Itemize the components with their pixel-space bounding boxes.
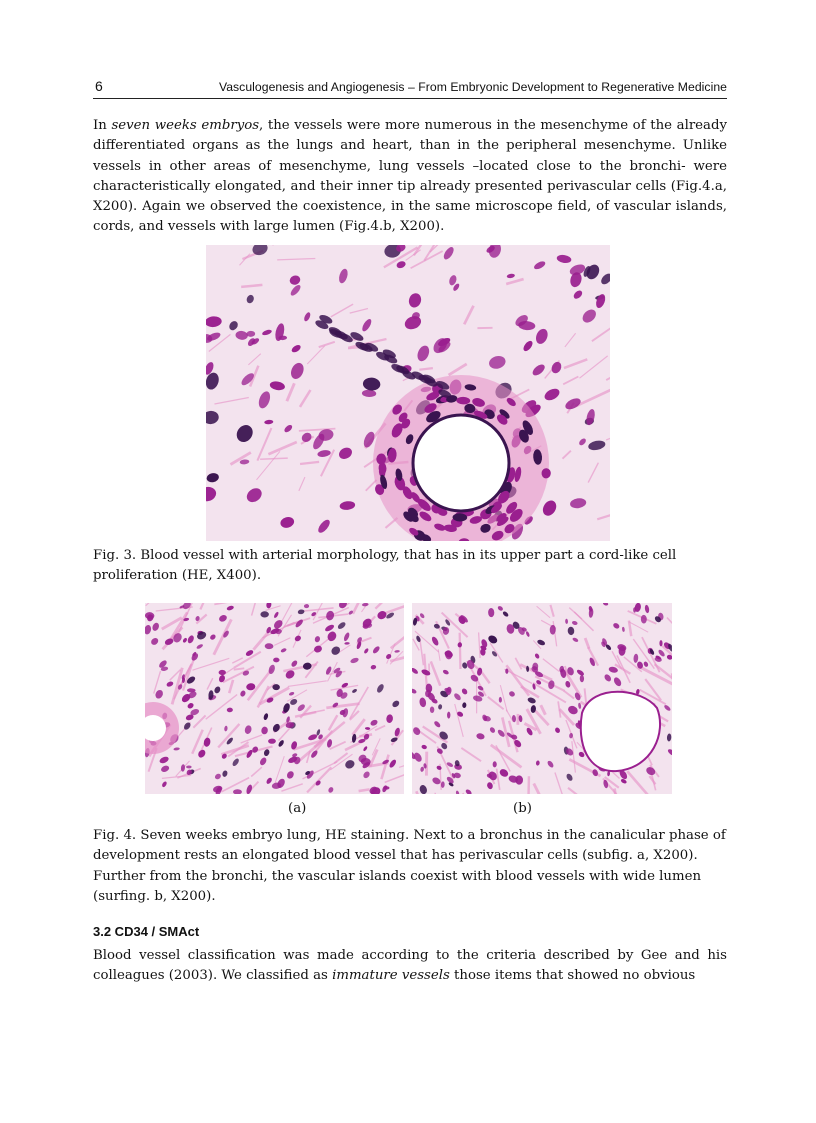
intro-emphasis: seven weeks embryos	[111, 118, 260, 133]
body-emphasis: immature vessels	[332, 968, 450, 984]
section-heading: 3.2 CD34 / SMAct	[93, 924, 200, 939]
subfigure-label-a: (a)	[288, 801, 307, 816]
figure-3-caption: Fig. 3. Blood vessel with arterial morphology, that has in its upper part a cord-like cell proliferation (HE, X400).	[93, 548, 677, 584]
body-text-1: Blood vessel classification was made according to the criteria described by Gee and his colleagues (2003). We classified as	[93, 948, 727, 984]
figure-4a-image	[145, 603, 404, 794]
body-text-2: those items that showed no obvious	[449, 968, 696, 984]
figure-4b-image	[412, 603, 672, 794]
figure-4a-micrograph	[145, 603, 404, 794]
running-header	[93, 78, 727, 99]
page-number: 6	[95, 78, 103, 94]
figure-3-image	[206, 245, 610, 541]
intro-prefix: In	[93, 118, 112, 133]
running-title: Vasculogenesis and Angiogenesis – From Embryonic Development to Regenerative Medicine	[218, 80, 727, 94]
intro-text: , the vessels were more numerous in the mesenchyme of the already differentiated organs as the lungs and heart, than in the peripheral mesenchyme. Unlike vessels in other areas of mesenchyme, lung vessels –located close to the bronchi- were characteristically elongated, and their inner tip already presented perivascular cells (Fig.4.a, X200). Again we observed the coexistence, in the same microscope field, of vascular islands, cords, and vessels with large lumen (Fig.4.b, X200).	[93, 118, 728, 235]
body-paragraph	[93, 946, 727, 987]
subfigure-label-b: (b)	[513, 801, 532, 816]
intro-paragraph	[93, 116, 727, 238]
figure-4b-micrograph	[412, 603, 672, 794]
figure-4-caption: Fig. 4. Seven weeks embryo lung, HE staining. Next to a bronchus in the canalicular phase of development rests an elongated blood vessel that has perivascular cells (subfig. a, X200). Further from the bronchi, the vascular islands coexist with blood vessels with wide lumen (surfing. b, X200).	[93, 828, 726, 904]
figure-3-micrograph	[206, 245, 610, 541]
